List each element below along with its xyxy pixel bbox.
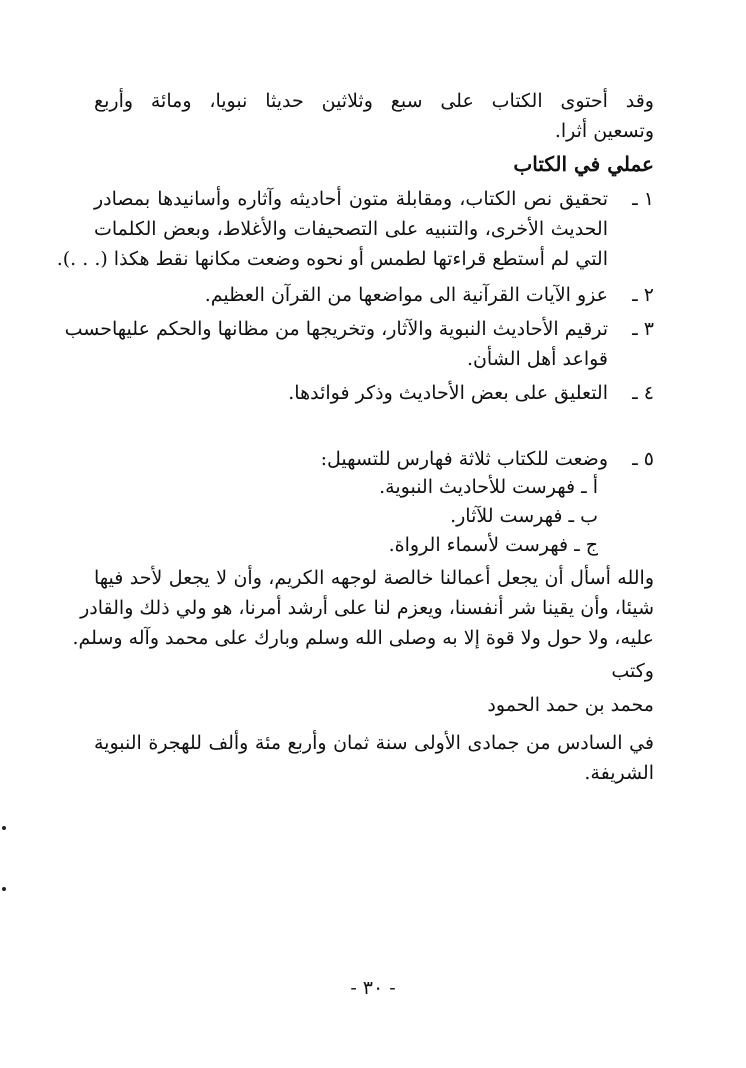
item-5-line-1: وضعت للكتاب ثلاثة فهارس للتسهيل: bbox=[320, 448, 608, 470]
subitem-c-text: فهرست لأسماء الرواة. bbox=[388, 534, 569, 556]
item-1-line-3: التي لم أستطع قراءتها لطمس أو نحوه وضعت مكانها نقط هكذا (. . .). bbox=[56, 248, 608, 270]
subitem-a-letter: أ ـ bbox=[581, 476, 598, 498]
item-3-line-1: ترقيم الأحاديث النبوية والآثار، وتخريجها من مظانها والحكم عليهاحسب bbox=[64, 318, 608, 340]
intro-line-2: وتسعين أثرا. bbox=[554, 120, 654, 142]
item-4-line-1: التعليق على بعض الأحاديث وذكر فوائدها. bbox=[288, 382, 608, 404]
subitem-b-letter: ب ـ bbox=[568, 505, 598, 527]
signature-author: محمد بن حمد الحمود bbox=[487, 694, 654, 716]
subitem-b-text: فهرست للآثار. bbox=[450, 505, 563, 527]
subitem-a bbox=[379, 472, 598, 502]
closing-line-2: شيئا، وأن يقينا شر أنفسنا، ويعزم لنا على أرشد أمرنا، هو ولي ذلك والقادر bbox=[80, 597, 654, 619]
item-number-1: ١ ـ bbox=[632, 188, 654, 210]
page-number: - ٣٠ - bbox=[350, 977, 396, 999]
item-1-line-1: تحقيق نص الكتاب، ومقابلة متون أحاديثه وآثاره وأسانيدها بمصادر bbox=[94, 188, 608, 210]
item-1-line-2: الحديث الأخرى، والتنبيه على التصحيفات والأغلاط، وبعض الكلمات bbox=[94, 218, 608, 240]
subitem-a-text: فهرست للأحاديث النبوية. bbox=[379, 476, 576, 498]
subitem-b bbox=[450, 501, 598, 531]
subitem-c bbox=[389, 530, 598, 560]
date-line-1: في السادس من جمادى الأولى سنة ثمان وأربع مئة وألف للهجرة النبوية bbox=[94, 732, 654, 754]
section-heading: عملي في الكتاب bbox=[513, 152, 654, 176]
date-line-2: الشريفة. bbox=[584, 762, 654, 784]
scan-speck bbox=[2, 887, 6, 891]
closing-line-1: والله أسأل أن يجعل أعمالنا خالصة لوجهه الكريم، وأن لا يجعل لأحد فيها bbox=[94, 567, 654, 589]
item-number-4: ٤ ـ bbox=[632, 382, 654, 404]
item-2-line-1: عزو الآيات القرآنية الى مواضعها من القرآن العظيم. bbox=[204, 284, 608, 306]
scan-speck bbox=[2, 826, 6, 830]
subitem-c-letter: ج ـ bbox=[574, 534, 598, 556]
signature-wrote: وكتب bbox=[611, 660, 654, 682]
item-number-5: ٥ ـ bbox=[632, 448, 654, 470]
item-3-line-2: قواعد أهل الشأن. bbox=[466, 348, 608, 370]
item-number-2: ٢ ـ bbox=[632, 284, 654, 306]
intro-line-1: وقد أحتوى الكتاب على سبع وثلاثين حديثا نبويا، ومائة وأربع bbox=[94, 90, 654, 112]
closing-line-3: عليه، ولا حول ولا قوة إلا به وصلى الله وسلم وبارك على محمد وآله وسلم. bbox=[72, 627, 654, 649]
item-number-3: ٣ ـ bbox=[632, 318, 654, 340]
